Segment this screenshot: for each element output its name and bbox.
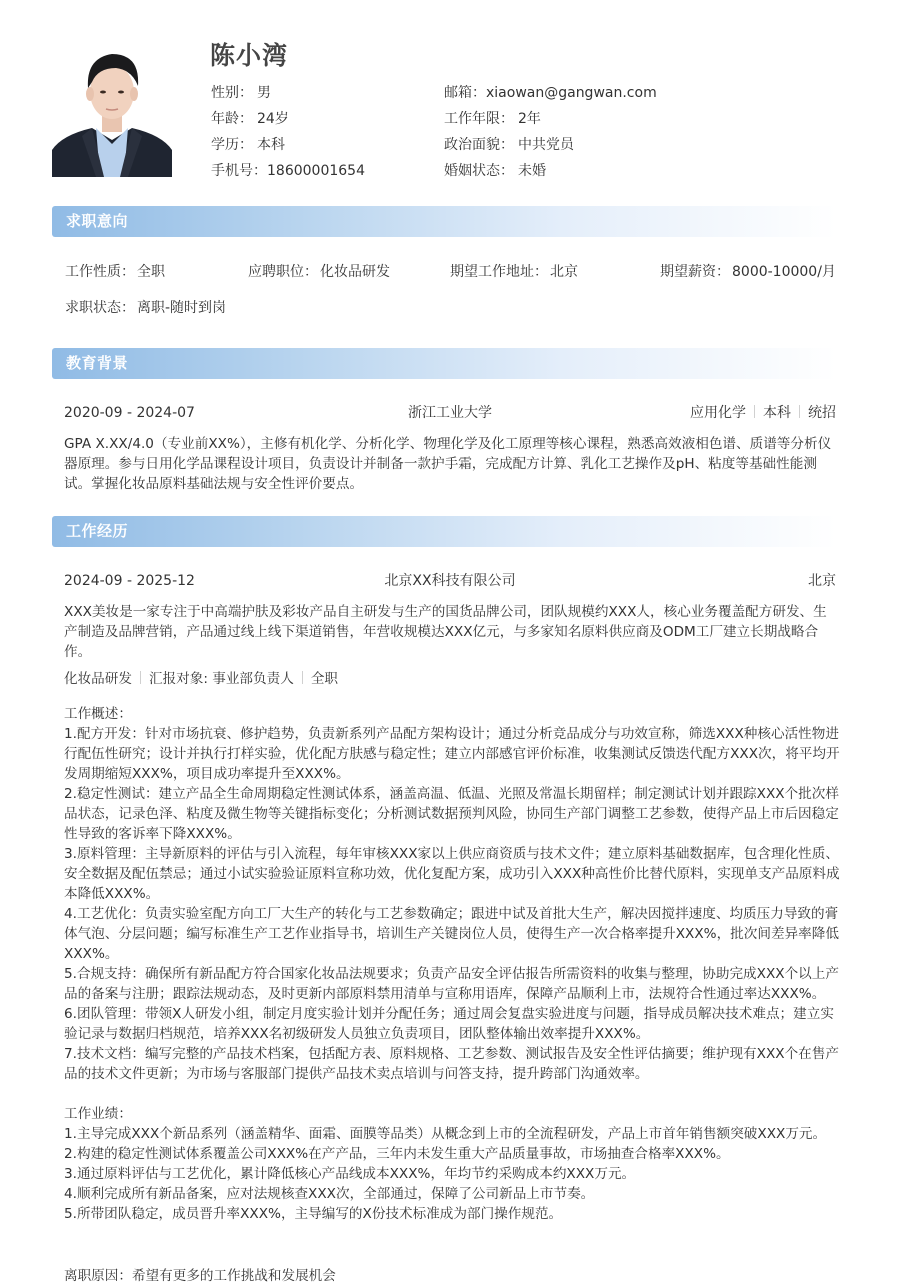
overview-item: 5.合规支持：确保所有新品配方符合国家化妆品法规要求；负责产品安全评估报告所需资料的收集与整理，协助完成XXX个以上产品的备案与注册；跟踪法规动态，及时更新内部原料禁用清单与宣称用语库，保障产品顺利上市，法规符合性通过率达XXX%。 (64, 966, 839, 1002)
section-header-intent (52, 206, 836, 237)
intent-status: 求职状态： 离职-随时到岗 (65, 300, 227, 316)
info-political-status: 政治面貌： 中共党员 (444, 137, 574, 153)
info-marital-status: 婚姻状态： 未婚 (444, 163, 546, 179)
work-entry-header (64, 571, 836, 591)
overview-item: 6.团队管理：带领X人研发小组，制定月度实验计划并分配任务；通过周会复盘实验进度与问题，指导成员解决技术难点；建立实验记录与数据归档规范，培养XXX名初级研发人员独立负责项目，团队整体输出效率提升XXX%。 (64, 1006, 834, 1042)
achievement-item: 3.通过原料评估与工艺优化，累计降低核心产品线成本XXX%，年均节约采购成本约XXX万元。 (64, 1166, 636, 1182)
achievement-item: 1.主导完成XXX个新品系列（涵盖精华、面霜、面膜等品类）从概念到上市的全流程研发，产品上市首年销售额突破XXX万元。 (64, 1126, 827, 1142)
overview-item: 2.稳定性测试：建立产品全生命周期稳定性测试体系，涵盖高温、低温、光照及常温长期留样；制定测试计划并跟踪XXX个批次样品状态，记录色泽、粘度及微生物等关键指标变化；分析测试数据预判风险，协同生产部门调整工艺参数，使得产品上市后因稳定性导致的客诉率下降XXX%。 (64, 786, 839, 842)
divider (799, 405, 800, 418)
education-school: 浙江工业大学 (408, 405, 492, 421)
basic-info-left (211, 81, 365, 185)
education-tags: 应用化学 本科 统招 (690, 405, 836, 421)
achievement-item: 5.所带团队稳定，成员晋升率XXX%，主导编写的X份技术标准成为部门操作规范。 (64, 1206, 563, 1222)
intent-location: 期望工作地址： 北京 (450, 264, 578, 280)
intent-position: 应聘职位： 化妆品研发 (248, 264, 390, 280)
overview-item: 4.工艺优化：负责实验室配方向工厂大生产的转化与工艺参数确定；跟进中试及首批大生产，解决因搅拌速度、均质压力导致的膏体气泡、分层问题；编写标准生产工艺作业指导书，培训生产关键岗位人员，使得生产一次合格率提升XXX%，批次间差异率降低XXX%。 (64, 906, 839, 962)
basic-info-right (444, 81, 657, 185)
overview-title: 工作概述： (64, 706, 132, 722)
info-experience-years: 工作年限： 2年 (444, 111, 541, 127)
intent-job-type: 工作性质： 全职 (65, 264, 165, 280)
achievements-title: 工作业绩： (64, 1106, 132, 1122)
work-company: 北京XX科技有限公司 (384, 573, 516, 589)
divider (140, 671, 141, 684)
work-company-intro: XXX美妆是一家专注于中高端护肤及彩妆产品自主研发与生产的国货品牌公司，团队规模约XXX人，核心业务覆盖配方研发、生产制造及品牌营销，产品通过线上线下渠道销售，年营收规模达XXX亿元，与多家知名原料供应商及ODM工厂建立长期战略合作。 (64, 604, 827, 660)
divider (754, 405, 755, 418)
info-age: 年龄： 24岁 (211, 111, 289, 127)
profile-photo (52, 40, 172, 177)
section-title: 工作经历 (66, 522, 129, 540)
achievement-item: 4.顺利完成所有新品备案，应对法规核查XXX次，全部通过，保障了公司新品上市节奏。 (64, 1186, 595, 1202)
achievement-item: 2.构建的稳定性测试体系覆盖公司XXX%在产产品，三年内未发生重大产品质量事故，市场抽查合格率XXX%。 (64, 1146, 730, 1162)
intent-salary: 期望薪资： 8000-10000/月 (660, 264, 836, 280)
spacer (64, 1084, 840, 1104)
divider (302, 671, 303, 684)
section-title: 教育背景 (66, 354, 129, 372)
education-period: 2020-09 - 2024-07 (64, 405, 195, 421)
info-degree: 学历： 本科 (211, 137, 285, 153)
info-email: 邮箱：xiaowan@gangwan.com (444, 85, 657, 101)
section-title: 求职意向 (66, 212, 129, 230)
section-header-education (52, 348, 836, 379)
info-phone: 手机号：18600001654 (211, 163, 365, 179)
candidate-name: 陈小湾 (210, 41, 289, 70)
section-header-work (52, 516, 836, 547)
work-leave-reason: 离职原因：希望有更多的工作挑战和发展机会 (64, 1268, 336, 1284)
education-entry-header (64, 403, 836, 423)
overview-item: 3.原料管理：主导新原料的评估与引入流程，每年审核XXX家以上供应商资质与技术文件；建立原料基础数据库，包含理化性质、安全数据及配伍禁忌；通过小试实验验证原料宣称功效，优化复配方案，成功引入XXX种高性价比替代原料，实现单支产品原料成本降低XXX%。 (64, 846, 840, 902)
overview-item: 1.配方开发：针对市场抗衰、修护趋势，负责新系列产品配方架构设计；通过分析竞品成分与功效宣称，筛选XXX种核心活性物进行配伍性研究；设计并执行打样实验，优化配方肤感与稳定性；建立内部感官评价标准，收集测试反馈迭代配方XXX次，将平均开发周期缩短XXX%，项目成功率提升至XXX%。 (64, 726, 840, 782)
work-period: 2024-09 - 2025-12 (64, 573, 195, 589)
work-tags: 化妆品研发 汇报对象: 事业部负责人 全职 (64, 671, 338, 687)
work-overview (64, 704, 840, 1224)
education-description: GPA X.XX/4.0（专业前XX%），主修有机化学、分析化学、物理化学及化工原理等核心课程，熟悉高效液相色谱、质谱等分析仪器原理。参与日用化学品课程设计项目，负责设计并制备一款护手霜，完成配方计算、乳化工艺操作及pH、粘度等基础性能测试。掌握化妆品原料基础法规与安全性评价要点。 (64, 436, 832, 492)
work-city: 北京 (808, 573, 836, 589)
overview-item: 7.技术文档：编写完整的产品技术档案，包括配方表、原料规格、工艺参数、测试报告及安全性评估摘要；维护现有XXX个在售产品的技术文件更新；为市场与客服部门提供产品技术卖点培训与问答支持，提升跨部门沟通效率。 (64, 1046, 839, 1082)
info-gender: 性别： 男 (211, 85, 271, 101)
